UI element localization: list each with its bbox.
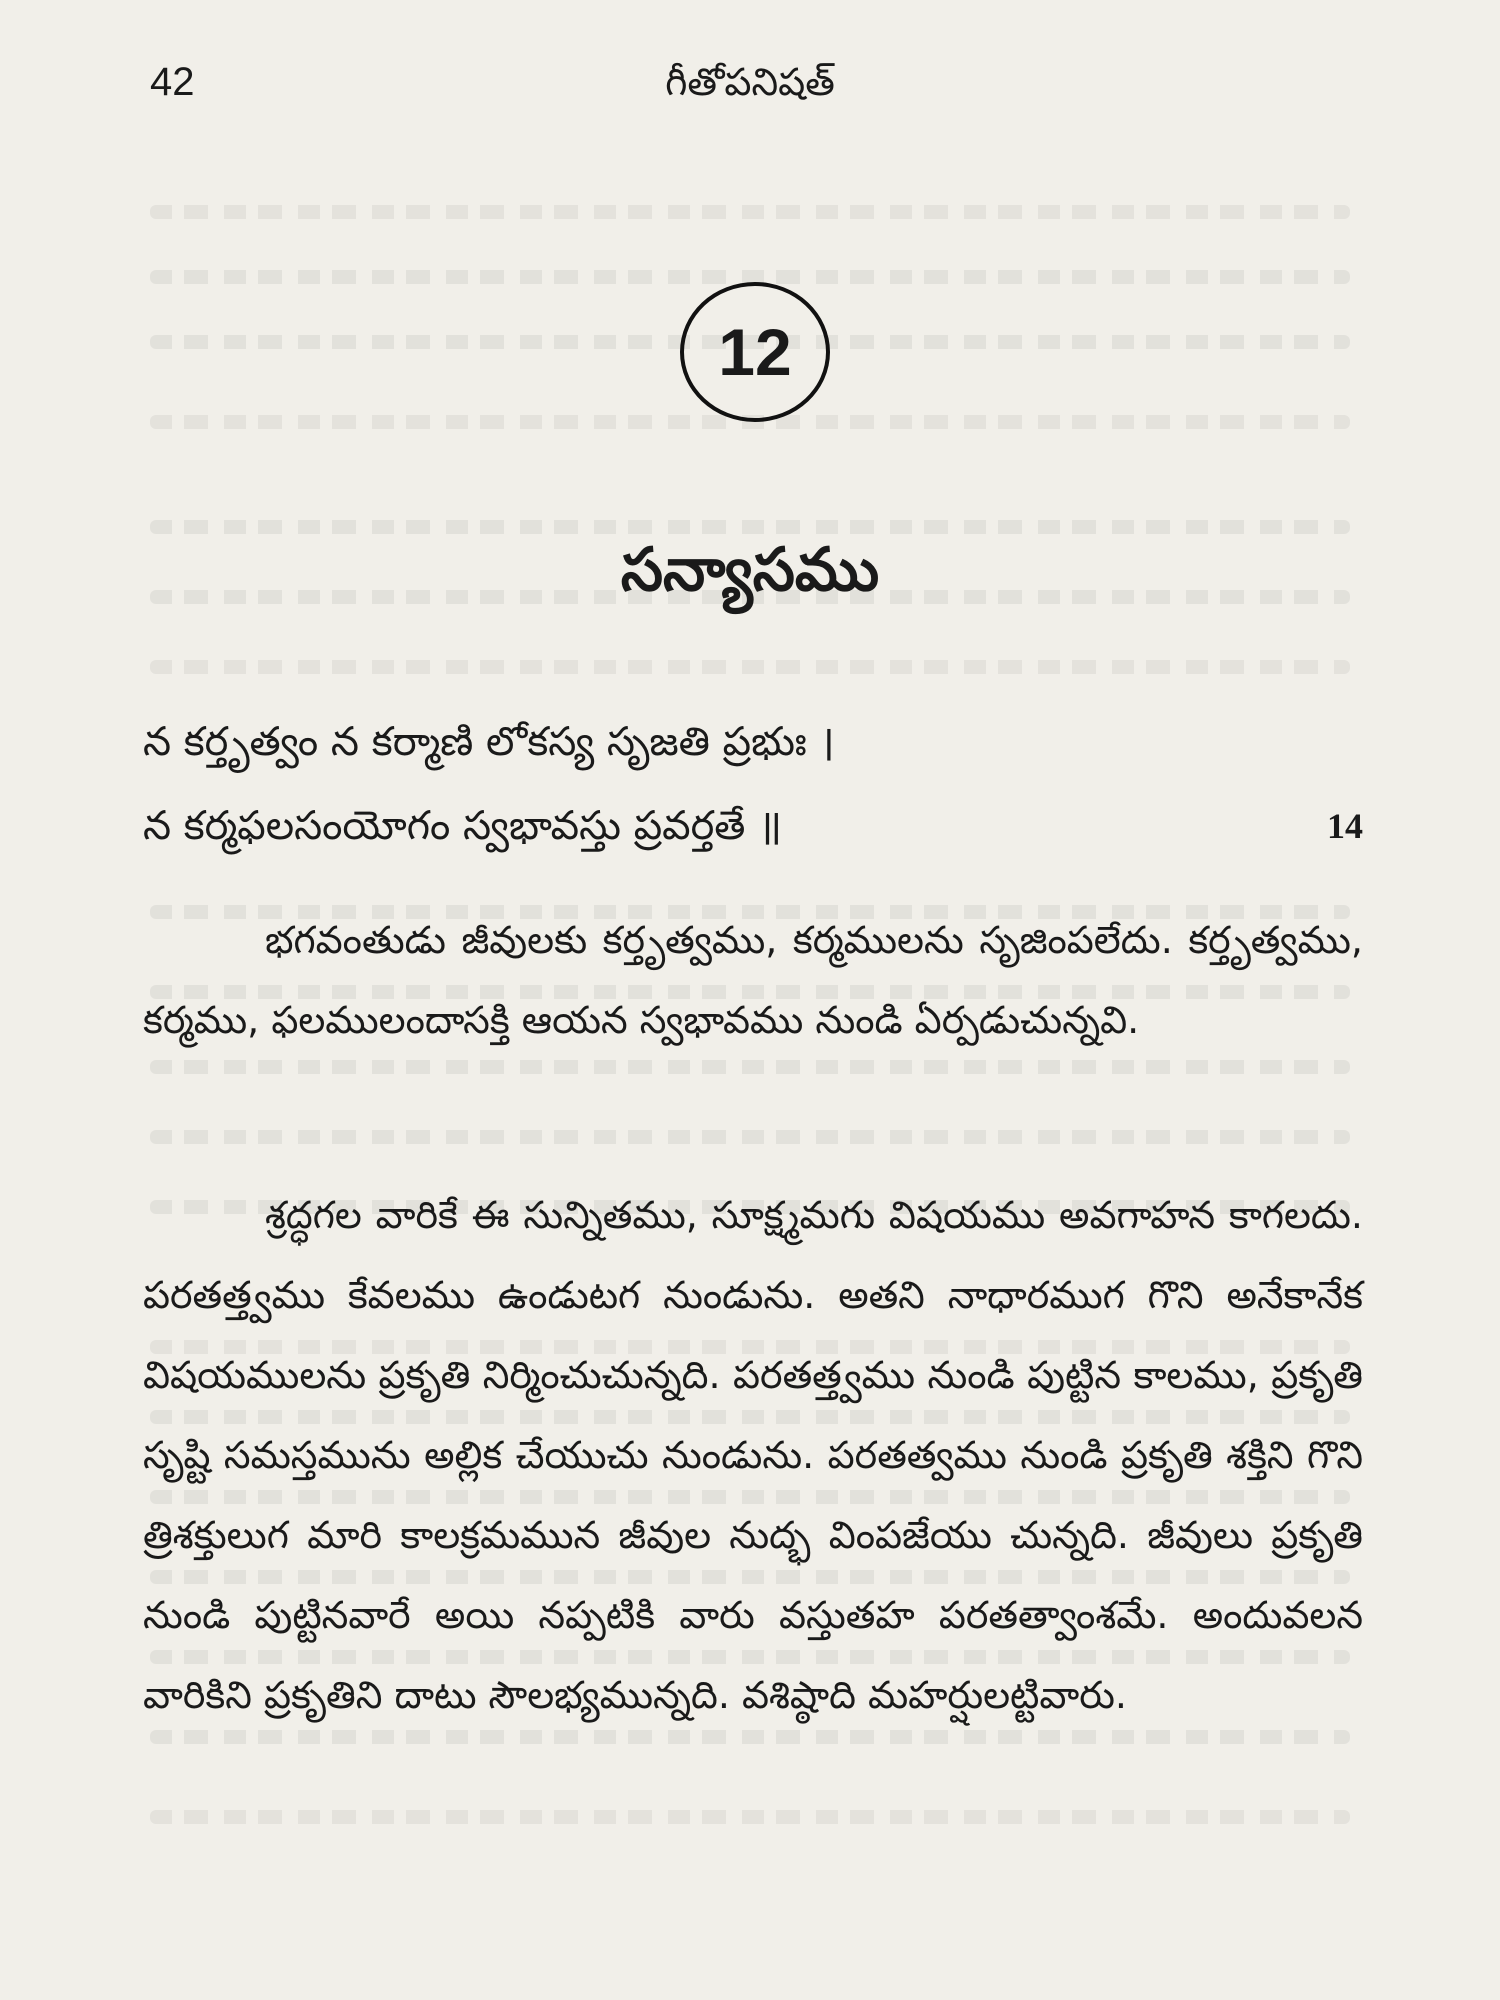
paragraph-2-container	[143, 1175, 1363, 1735]
verse-line-1: న కర్తృత్వం న కర్మాణి లోకస్య సృజతి ప్రభుః ।	[143, 719, 835, 765]
paragraph-1-container	[143, 900, 1363, 1060]
chapter-number-circle	[680, 282, 830, 422]
verse-line-2-text: న కర్మఫలసంయోగం స్వభావస్తు ప్రవర్తతే ॥	[143, 803, 783, 849]
verse-line-2	[143, 784, 1363, 868]
page-number: 42	[150, 60, 195, 104]
verse-number: 14	[1327, 806, 1363, 846]
paragraph: శ్రద్ధగల వారికే ఈ సున్నితము, సూక్ష్మమగు విషయము అవగాహన కాగలదు. పరతత్త్వము కేవలము ఉండుటగ నుండును. అతని నాధారముగ గొని అనేకానేక విషయములను ప్రకృతి నిర్మించుచున్నది. పరతత్త్వము నుండి పుట్టిన కాలము, ప్రకృతి సృష్టి సమస్తమును అల్లిక చేయుచు నుండును. పరతత్వము నుండి ప్రకృతి శక్తిని గొని త్రిశక్తులుగ మారి కాలక్రమమున జీవుల నుద్భ వింపజేయు చున్నది. జీవులు ప్రకృతి నుండి పుట్టినవారే అయి నప్పటికి వారు వస్తుతహ పరతత్వాంశమే. అందువలన వారికిని ప్రకృతిని దాటు సౌలభ్యమున్నది. వశిష్ఠాది మహర్షులట్టివారు.	[143, 1193, 1363, 1717]
chapter-number: 12	[718, 315, 792, 389]
page-header	[0, 60, 1500, 120]
running-title: గీతోపనిషత్	[665, 60, 835, 104]
verse-block	[143, 700, 1363, 868]
paragraph: భగవంతుడు జీవులకు కర్తృత్వము, కర్మములను సృజింపలేదు. కర్తృత్వము, కర్మము, ఫలములందాసక్తి ఆయన స్వభావము నుండి ఏర్పడుచున్నవి.	[143, 918, 1363, 1042]
chapter-title: సన్యాసము	[620, 535, 880, 605]
